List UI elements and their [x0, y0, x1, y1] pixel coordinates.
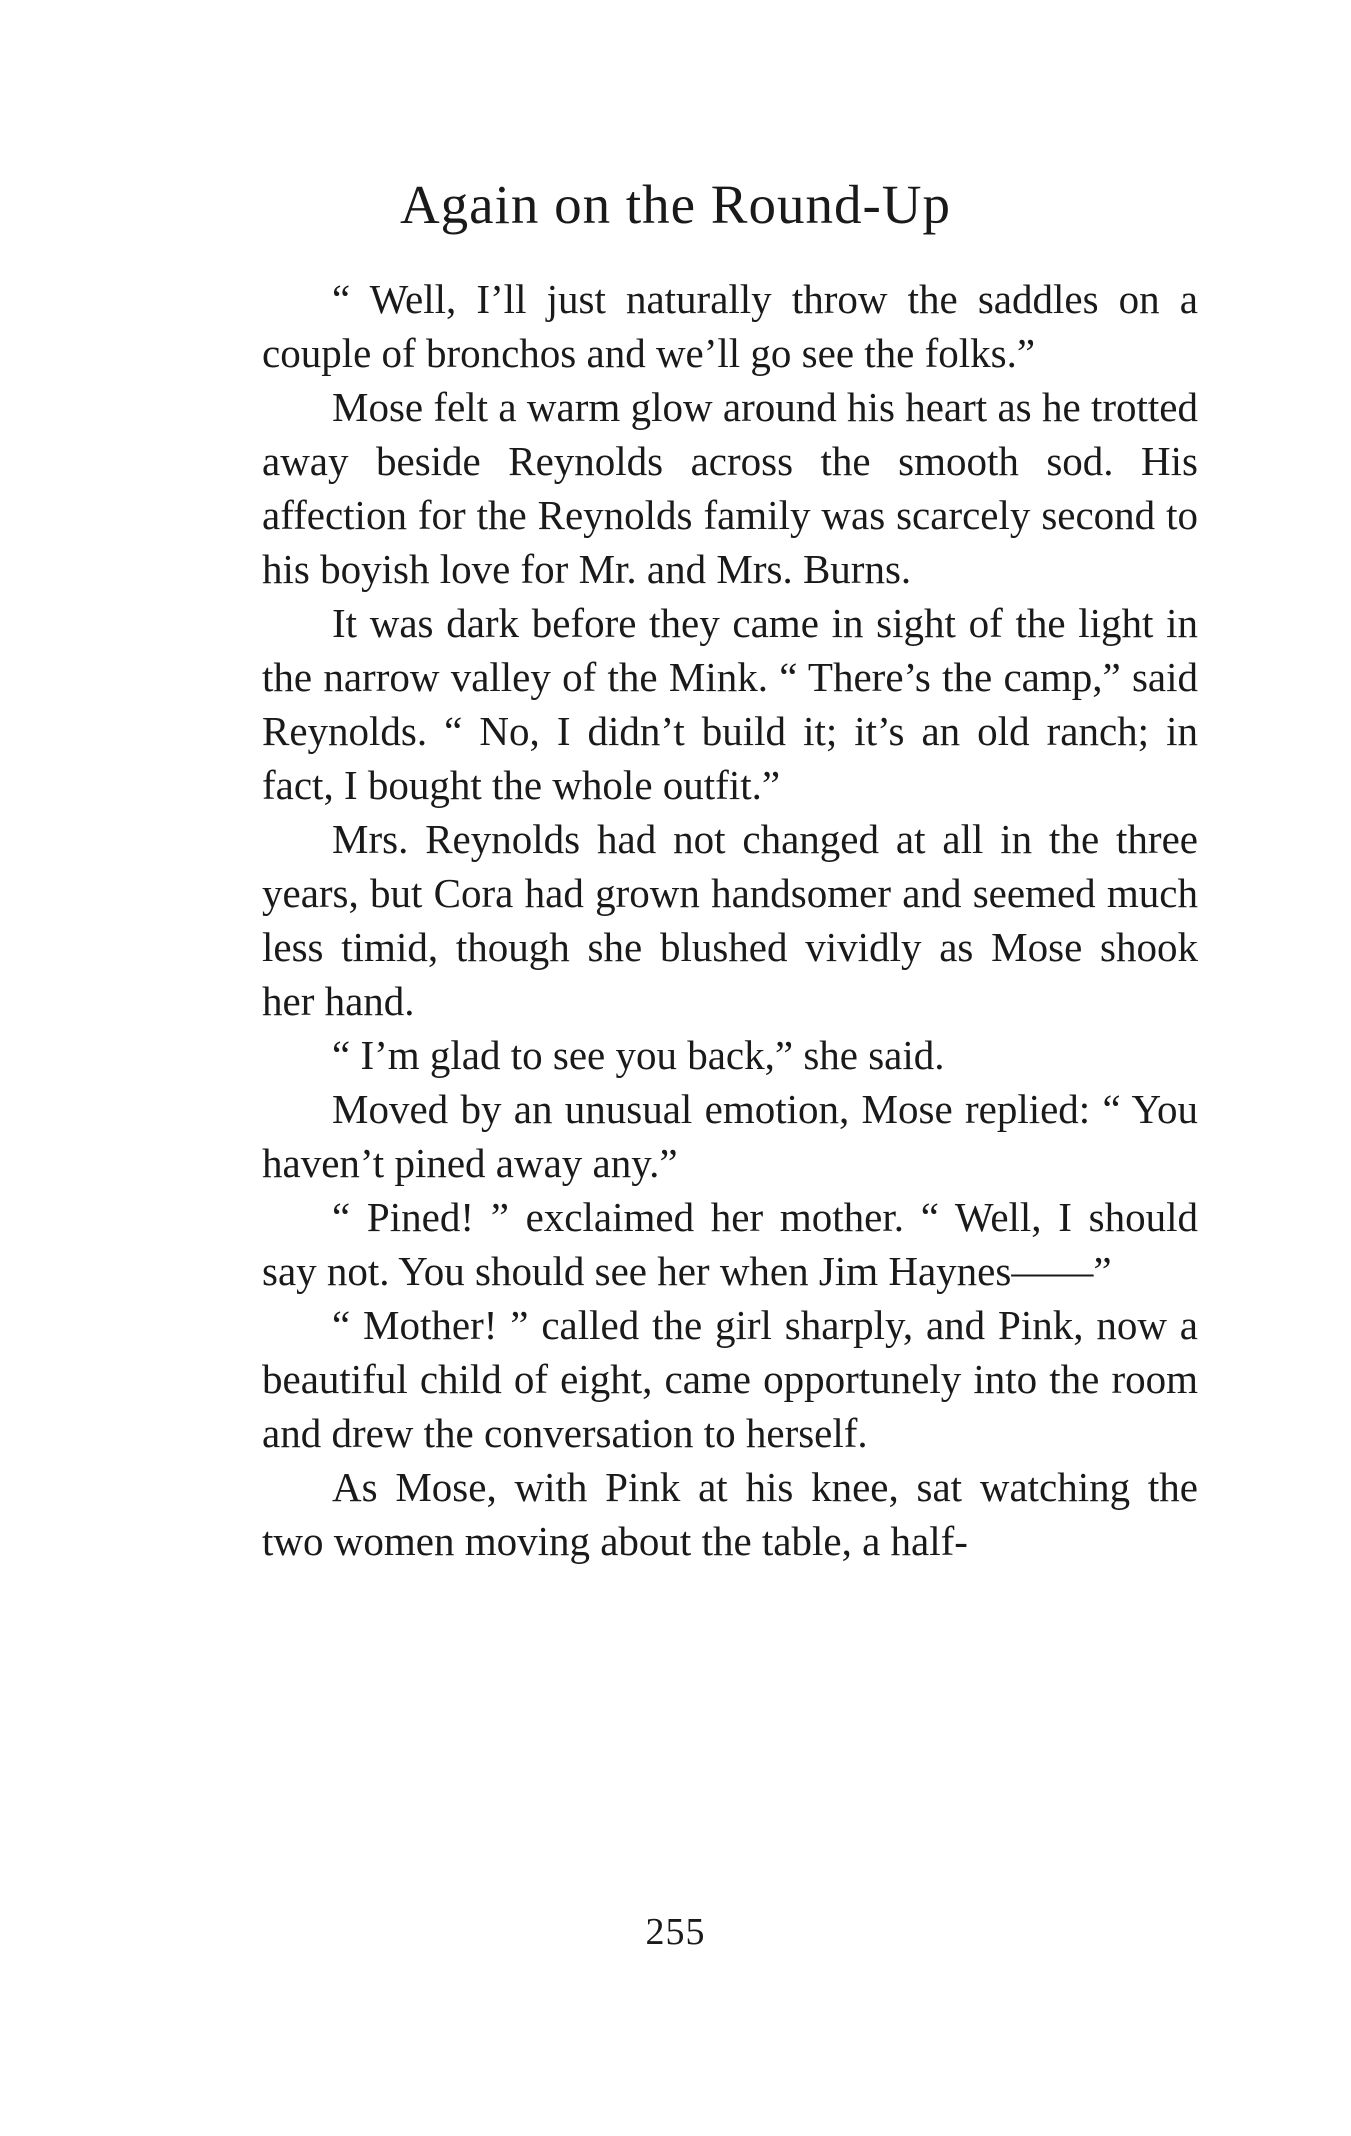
- paragraph: Mrs. Reynolds had not changed at all in the three years, but Cora had grown handsomer and seemed much less timid, though she blushed vividly as Mose shook her hand.: [262, 816, 1198, 1024]
- paragraph: “ Well, I’ll just naturally throw the saddles on a couple of bronchos and we’ll go see the folks.”: [262, 276, 1198, 376]
- paragraph: Moved by an unusual emotion, Mose replied: “ You haven’t pined away any.”: [262, 1086, 1198, 1186]
- paragraph: It was dark before they came in sight of the light in the narrow valley of the Mink. “ There’s the camp,” said Reynolds. “ No, I didn’t build it; it’s an old ranch; in fact, I bought the whole outfit.”: [262, 600, 1198, 808]
- page-number: 255: [645, 1911, 706, 1953]
- paragraph: Mose felt a warm glow around his heart as he trotted away beside Reynolds across the smooth sod. His affection for the Reynolds family was scarcely second to his boyish love for Mr. and Mrs. Burns.: [262, 384, 1198, 592]
- body-text: [262, 272, 1198, 1568]
- paragraph: As Mose, with Pink at his knee, sat watching the two women moving about the table, a half-: [262, 1464, 1198, 1564]
- paragraph: “ I’m glad to see you back,” she said.: [332, 1032, 945, 1078]
- running-head: Again on the Round-Up: [399, 174, 952, 235]
- paragraph: “ Pined! ” exclaimed her mother. “ Well, I should say not. You should see her when Jim Haynes——”: [262, 1194, 1198, 1294]
- paragraph: “ Mother! ” called the girl sharply, and Pink, now a beautiful child of eight, came opportunely into the room and drew the conversation to herself.: [262, 1302, 1198, 1456]
